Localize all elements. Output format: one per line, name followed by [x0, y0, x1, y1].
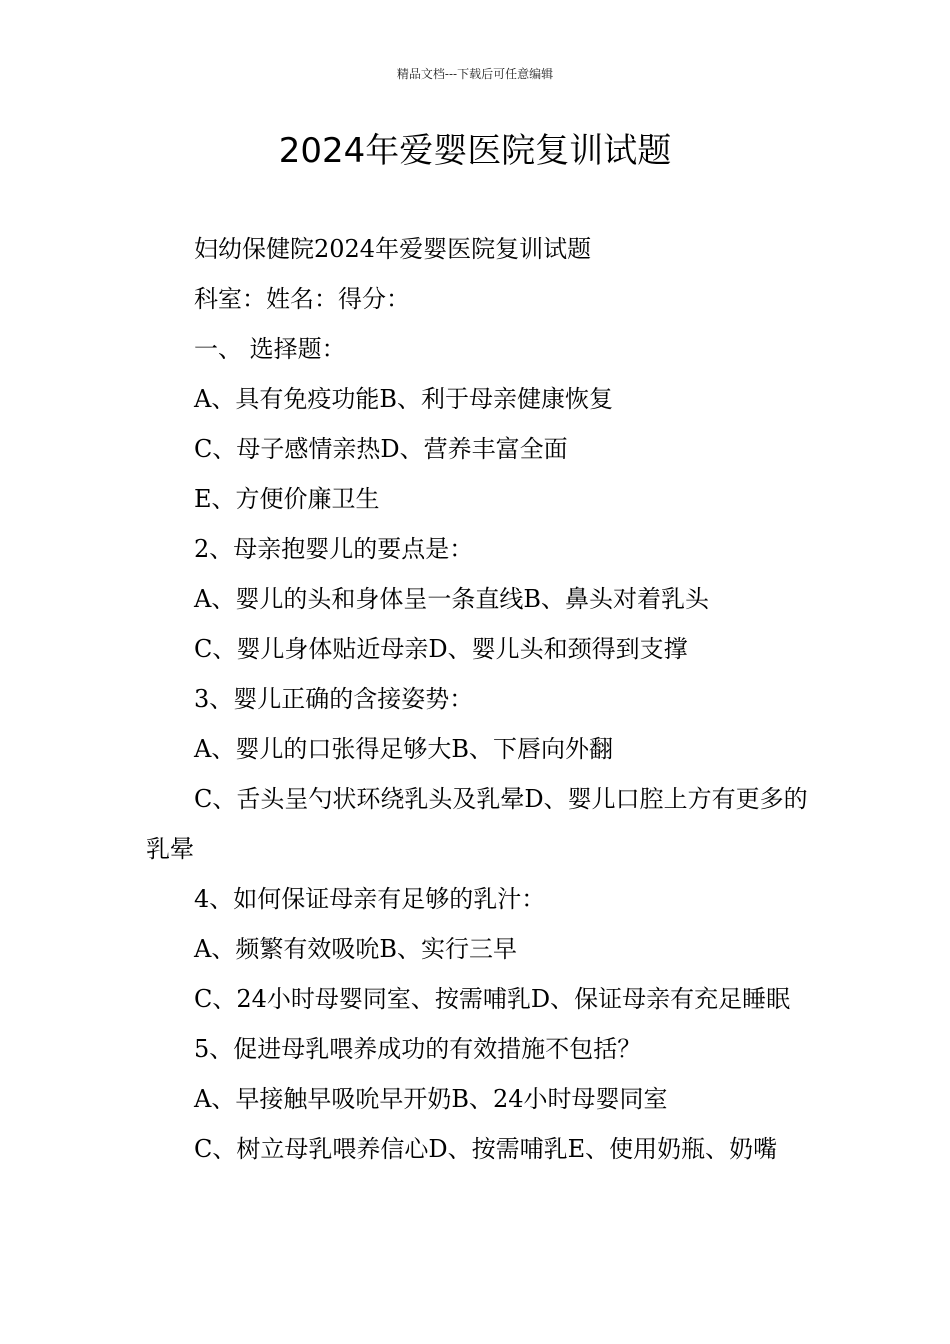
paragraph-q5-options-ab: A、早接触早吸吮早开奶B、24小时母婴同室: [194, 1085, 668, 1113]
document-body: [146, 224, 810, 1174]
paragraph-q1-options-cd: C、母子感情亲热D、营养丰富全面: [194, 435, 568, 463]
page-header-note: 精品文档---下载后可任意编辑: [396, 67, 554, 81]
paragraph-question-2: 2、母亲抱婴儿的要点是：: [194, 535, 474, 563]
paragraph-info-line: 科室：姓名：得分：: [194, 285, 410, 313]
paragraph-q1-option-e: E、方便价廉卫生: [194, 485, 380, 513]
paragraph-subtitle: 妇幼保健院2024年爱婴医院复训试题: [194, 235, 592, 263]
document-title: 2024年爱婴医院复训试题: [278, 131, 672, 171]
paragraph-question-5: 5、促进母乳喂养成功的有效措施不包括？: [194, 1035, 642, 1063]
paragraph-q2-options-ab: A、婴儿的头和身体呈一条直线B、鼻头对着乳头: [194, 585, 709, 613]
paragraph-section-heading: 一、 选择题：: [194, 335, 346, 363]
paragraph-question-4: 4、如何保证母亲有足够的乳汁：: [194, 885, 546, 913]
paragraph-q1-options-ab: A、具有免疫功能B、利于母亲健康恢复: [194, 385, 613, 413]
paragraph-q4-options-cd: C、24小时母婴同室、按需哺乳D、保证母亲有充足睡眠: [194, 985, 791, 1013]
paragraph-q2-options-cd: C、婴儿身体贴近母亲D、婴儿头和颈得到支撑: [194, 635, 688, 663]
paragraph-q3-options-cd: C、舌头呈勺状环绕乳头及乳晕D、婴儿口腔上方有更多的乳晕: [146, 785, 808, 863]
paragraph-question-3: 3、婴儿正确的含接姿势：: [194, 685, 474, 713]
paragraph-q3-options-ab: A、婴儿的口张得足够大B、下唇向外翻: [194, 735, 613, 763]
paragraph-q4-options-ab: A、频繁有效吸吮B、实行三早: [194, 935, 517, 963]
paragraph-q5-options-cde: C、树立母乳喂养信心D、按需哺乳E、使用奶瓶、奶嘴: [194, 1135, 778, 1163]
